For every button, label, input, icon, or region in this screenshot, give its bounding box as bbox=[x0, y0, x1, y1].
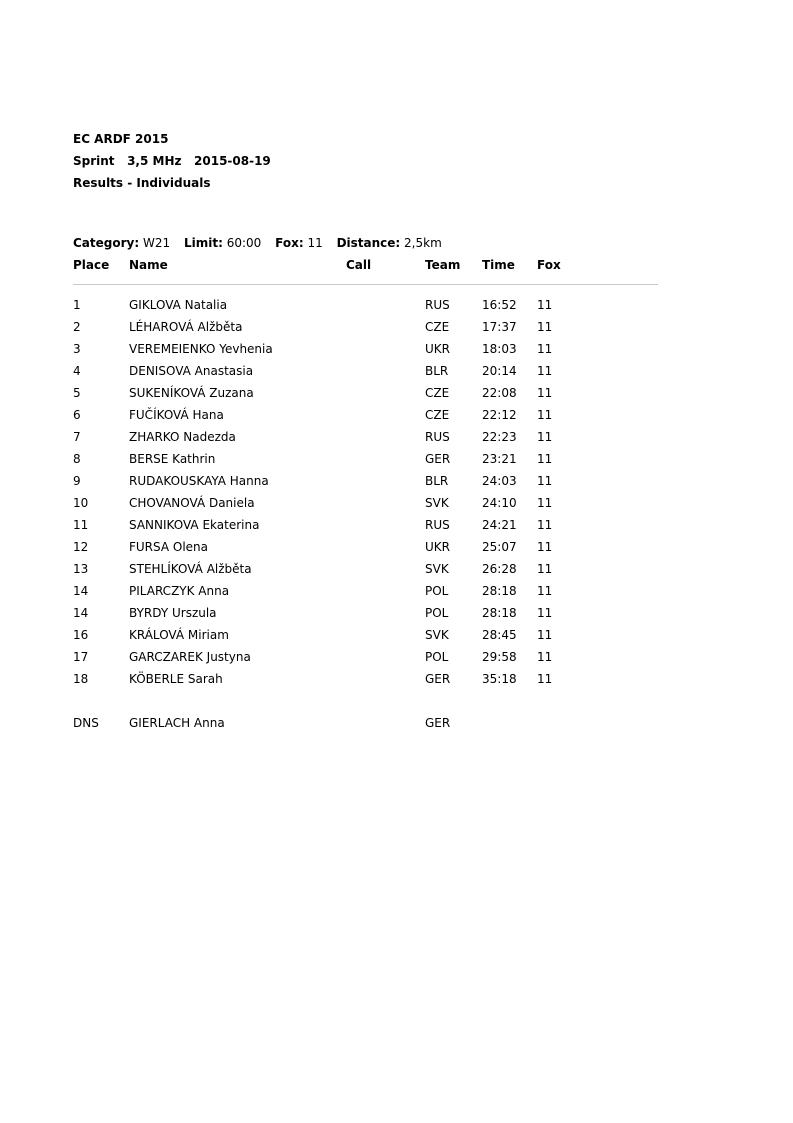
cell-time: 24:21 bbox=[482, 518, 517, 532]
table-row bbox=[0, 583, 793, 599]
fox-value: 11 bbox=[307, 236, 323, 250]
cell-name: SUKENÍKOVÁ Zuzana bbox=[129, 386, 254, 400]
cell-time: 23:21 bbox=[482, 452, 517, 466]
cell-time: 16:52 bbox=[482, 298, 517, 312]
cell-place: 8 bbox=[73, 452, 81, 466]
cell-name: STEHLÍKOVÁ Alžběta bbox=[129, 562, 252, 576]
cell-place: 11 bbox=[73, 518, 89, 532]
column-header-time: Time bbox=[482, 258, 515, 272]
table-row bbox=[0, 627, 793, 643]
column-header-name: Name bbox=[129, 258, 168, 272]
cell-team: SVK bbox=[425, 562, 449, 576]
table-row bbox=[0, 473, 793, 489]
cell-name: RUDAKOUSKAYA Hanna bbox=[129, 474, 269, 488]
cell-name: BERSE Kathrin bbox=[129, 452, 216, 466]
cell-name: SANNIKOVA Ekaterina bbox=[129, 518, 260, 532]
cell-fox: 11 bbox=[537, 298, 553, 312]
cell-team: POL bbox=[425, 606, 449, 620]
cell-name: VEREMEIENKO Yevhenia bbox=[129, 342, 273, 356]
table-row bbox=[0, 561, 793, 577]
column-header-call: Call bbox=[346, 258, 372, 272]
cell-time: 17:37 bbox=[482, 320, 517, 334]
cell-place: 17 bbox=[73, 650, 89, 664]
cell-place: 18 bbox=[73, 672, 89, 686]
table-row bbox=[0, 385, 793, 401]
results-section-title: Results - Individuals bbox=[73, 176, 211, 190]
category-label: Category: bbox=[73, 236, 140, 250]
table-row bbox=[0, 297, 793, 313]
cell-place: 2 bbox=[73, 320, 81, 334]
cell-place: 4 bbox=[73, 364, 81, 378]
cell-time: 18:03 bbox=[482, 342, 517, 356]
cell-time: 24:10 bbox=[482, 496, 517, 510]
cell-place: 14 bbox=[73, 584, 89, 598]
cell-fox: 11 bbox=[537, 650, 553, 664]
cell-fox: 11 bbox=[537, 408, 553, 422]
cell-name: DENISOVA Anastasia bbox=[129, 364, 254, 378]
cell-name: BYRDY Urszula bbox=[129, 606, 217, 620]
table-row bbox=[0, 429, 793, 445]
cell-place: 7 bbox=[73, 430, 81, 444]
cell-place: 10 bbox=[73, 496, 89, 510]
table-row bbox=[0, 451, 793, 467]
cell-name: GARCZAREK Justyna bbox=[129, 650, 251, 664]
cell-place: DNS bbox=[73, 716, 99, 730]
limit-label: Limit: bbox=[183, 236, 223, 250]
cell-time: 22:08 bbox=[482, 386, 517, 400]
cell-team: SVK bbox=[425, 496, 449, 510]
cell-time: 28:45 bbox=[482, 628, 517, 642]
fox-label: Fox: bbox=[275, 236, 304, 250]
cell-team: RUS bbox=[425, 298, 450, 312]
category-value: W21 bbox=[142, 236, 171, 250]
category-info bbox=[73, 235, 442, 251]
cell-time: 28:18 bbox=[482, 584, 517, 598]
cell-team: POL bbox=[425, 650, 449, 664]
cell-place: 1 bbox=[73, 298, 81, 312]
table-header bbox=[0, 257, 793, 273]
table-row bbox=[0, 363, 793, 379]
cell-time: 20:14 bbox=[482, 364, 517, 378]
cell-fox: 11 bbox=[537, 606, 553, 620]
table-row bbox=[0, 319, 793, 335]
cell-name: CHOVANOVÁ Daniela bbox=[129, 496, 255, 510]
cell-name: FURSA Olena bbox=[129, 540, 209, 554]
distance-label: Distance: bbox=[336, 236, 401, 250]
header-divider bbox=[73, 284, 658, 285]
cell-place: 16 bbox=[73, 628, 89, 642]
cell-name: GIKLOVA Natalia bbox=[129, 298, 228, 312]
cell-team: BLR bbox=[425, 474, 449, 488]
cell-time: 28:18 bbox=[482, 606, 517, 620]
cell-name: FUČÍKOVÁ Hana bbox=[129, 408, 224, 422]
limit-value: 60:00 bbox=[226, 236, 262, 250]
cell-time: 35:18 bbox=[482, 672, 517, 686]
cell-place: 3 bbox=[73, 342, 81, 356]
cell-fox: 11 bbox=[537, 364, 553, 378]
cell-team: RUS bbox=[425, 518, 450, 532]
cell-name: LÉHAROVÁ Alžběta bbox=[129, 320, 243, 334]
table-row bbox=[0, 495, 793, 511]
cell-team: GER bbox=[425, 452, 451, 466]
cell-fox: 11 bbox=[537, 518, 553, 532]
cell-name: KRÁLOVÁ Miriam bbox=[129, 628, 229, 642]
cell-fox: 11 bbox=[537, 584, 553, 598]
cell-fox: 11 bbox=[537, 320, 553, 334]
table-row bbox=[0, 671, 793, 687]
table-row bbox=[0, 539, 793, 555]
table-row bbox=[0, 341, 793, 357]
cell-fox: 11 bbox=[537, 452, 553, 466]
cell-time: 25:07 bbox=[482, 540, 517, 554]
cell-team: BLR bbox=[425, 364, 449, 378]
cell-place: 6 bbox=[73, 408, 81, 422]
cell-team: GER bbox=[425, 672, 451, 686]
cell-fox: 11 bbox=[537, 474, 553, 488]
cell-team: CZE bbox=[425, 386, 450, 400]
cell-team: UKR bbox=[425, 342, 450, 356]
cell-place: 9 bbox=[73, 474, 81, 488]
cell-team: UKR bbox=[425, 540, 450, 554]
cell-fox: 11 bbox=[537, 628, 553, 642]
column-header-place: Place bbox=[73, 258, 110, 272]
cell-time: 26:28 bbox=[482, 562, 517, 576]
cell-team: CZE bbox=[425, 320, 450, 334]
cell-time: 29:58 bbox=[482, 650, 517, 664]
cell-name: ZHARKO Nadezda bbox=[129, 430, 236, 444]
cell-team: CZE bbox=[425, 408, 450, 422]
cell-place: 12 bbox=[73, 540, 89, 554]
dns-row bbox=[0, 715, 793, 731]
distance-value: 2,5km bbox=[404, 236, 442, 250]
cell-team: POL bbox=[425, 584, 449, 598]
cell-time: 24:03 bbox=[482, 474, 517, 488]
cell-team: GER bbox=[425, 716, 451, 730]
cell-name: GIERLACH Anna bbox=[129, 716, 225, 730]
event-subtitle: Sprint 3,5 MHz 2015-08-19 bbox=[73, 154, 271, 168]
table-row bbox=[0, 517, 793, 533]
column-header-fox: Fox bbox=[537, 258, 561, 272]
column-header-team: Team bbox=[425, 258, 461, 272]
cell-time: 22:12 bbox=[482, 408, 517, 422]
cell-team: RUS bbox=[425, 430, 450, 444]
cell-name: KÖBERLE Sarah bbox=[129, 672, 223, 686]
table-row bbox=[0, 605, 793, 621]
table-row bbox=[0, 407, 793, 423]
cell-place: 5 bbox=[73, 386, 81, 400]
cell-fox: 11 bbox=[537, 540, 553, 554]
cell-fox: 11 bbox=[537, 562, 553, 576]
cell-name: PILARCZYK Anna bbox=[129, 584, 230, 598]
cell-fox: 11 bbox=[537, 342, 553, 356]
event-title: EC ARDF 2015 bbox=[73, 132, 169, 146]
table-row bbox=[0, 649, 793, 665]
cell-fox: 11 bbox=[537, 496, 553, 510]
cell-place: 13 bbox=[73, 562, 89, 576]
cell-fox: 11 bbox=[537, 386, 553, 400]
cell-team: SVK bbox=[425, 628, 449, 642]
cell-time: 22:23 bbox=[482, 430, 517, 444]
cell-place: 14 bbox=[73, 606, 89, 620]
cell-fox: 11 bbox=[537, 672, 553, 686]
cell-fox: 11 bbox=[537, 430, 553, 444]
